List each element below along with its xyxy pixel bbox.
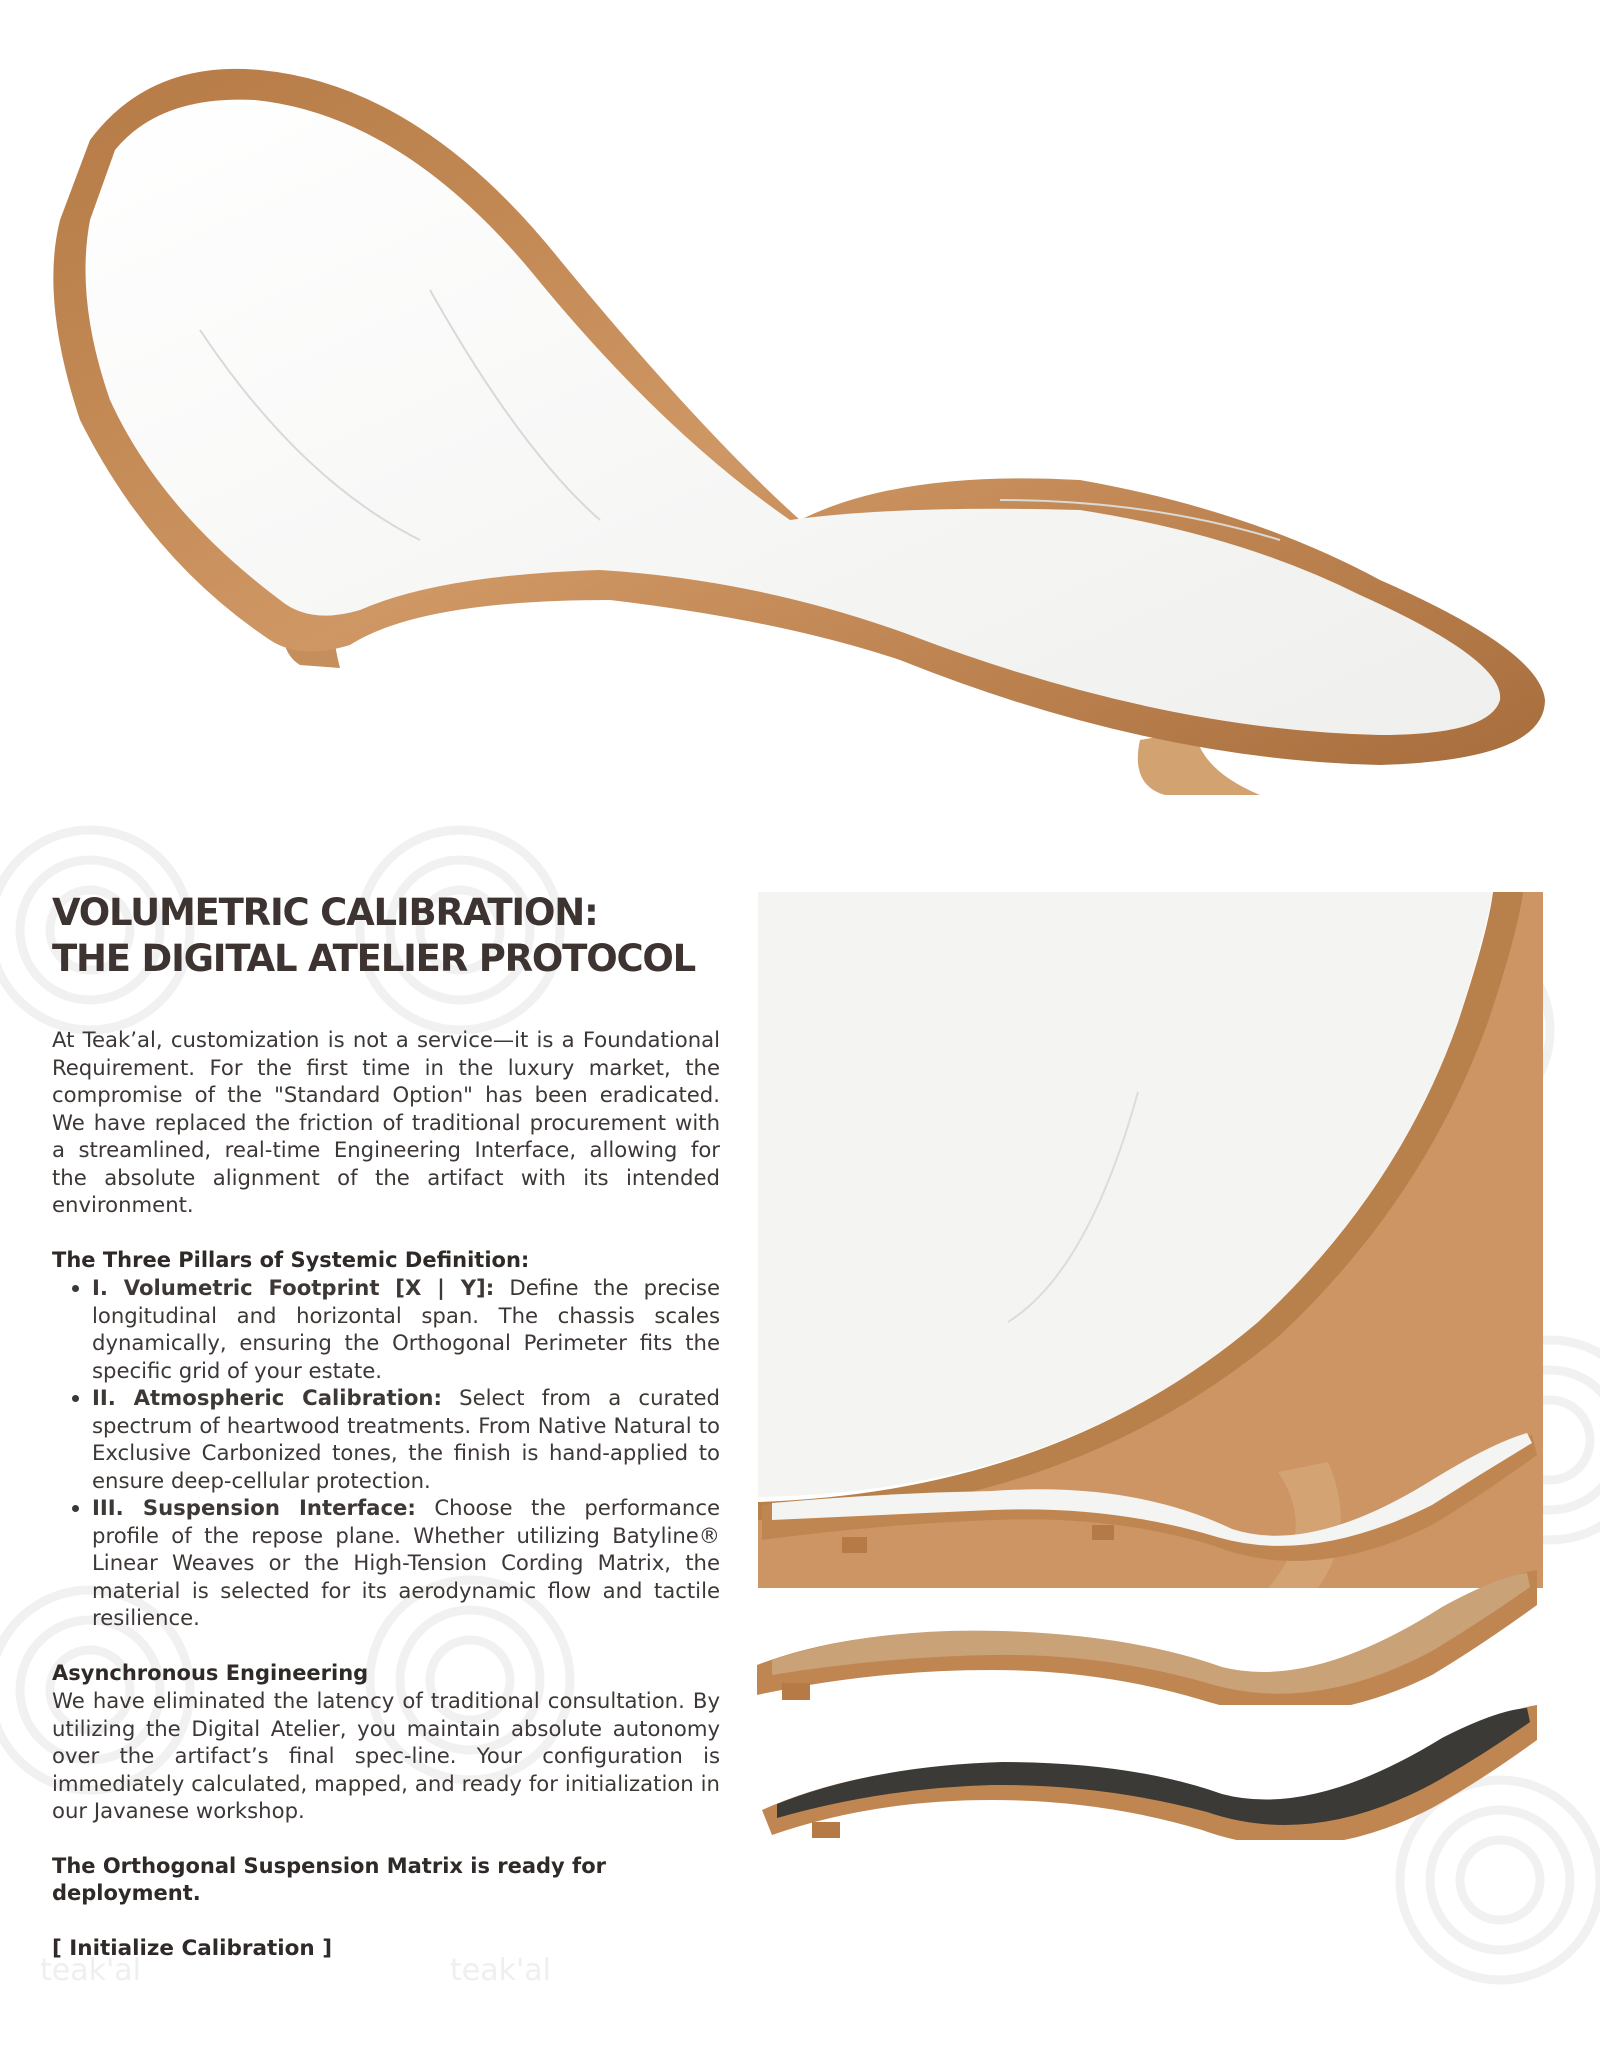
page-title — [52, 890, 720, 982]
async-paragraph: We have eliminated the latency of traditional consultation. By utilizing the Digital Atelier, you maintain absolute autonomy over the artifact’s final spec-line. Your configuration is immediately calculated, mapped, and ready for initialization in our Javanese workshop. — [52, 1688, 720, 1823]
pillar-item — [92, 1384, 720, 1494]
pillar-label: II. Atmospheric Calibration: — [92, 1385, 442, 1410]
pillar-label: III. Suspension Interface: — [92, 1495, 416, 1520]
pillar-text: Choose the performance profile of the repose plane. Whether utilizing Batyline® Linear Weaves or the High-Tension Cording Matrix, the material is selected for its aerodynamic flow and tactile resilience. — [92, 1495, 721, 1630]
pillar-text: Select from a curated spectrum of heartwood treatments. From Native Natural to Exclusive Carbonized tones, the finish is hand-applied to ensure deep-cellular protection. — [92, 1385, 720, 1493]
async-heading: Asynchronous Engineering — [52, 1660, 369, 1685]
intro-paragraph: At Teak’al, customization is not a service—it is a Foundational Requirement. For the first time in the luxury market, the compromise of the "Standard Option" has been eradicated. We have replaced the friction of traditional procurement with a streamlined, real-time Engineering Interface, allowing for the absolute alignment of the artifact with its intended environment. — [52, 1027, 720, 1217]
title-line-2: THE DIGITAL ATELIER PROTOCOL — [52, 937, 696, 980]
pillar-item — [92, 1274, 720, 1384]
variant-carbon-sling-image — [752, 1700, 1542, 1840]
variant-white-sling-image — [752, 1425, 1542, 1565]
ready-statement: The Orthogonal Suspension Matrix is ready for deployment. — [52, 1853, 606, 1905]
text-column — [52, 890, 720, 1961]
pillars-heading: The Three Pillars of Systemic Definition: — [52, 1247, 530, 1272]
watermark-logo: teak'al — [40, 1953, 141, 1988]
pillar-text: Define the precise longitudinal and horizontal span. The chassis scales dynamically, ensuring the Orthogonal Perimeter fits the specific grid of your estate. — [92, 1275, 720, 1383]
title-line-1: VOLUMETRIC CALIBRATION: — [52, 891, 598, 934]
svg-text:teak'al: teak'al — [450, 1953, 551, 1988]
initialize-calibration-link[interactable]: [ Initialize Calibration ] — [52, 1935, 333, 1961]
pillar-item — [92, 1494, 720, 1632]
variant-cording-image — [752, 1565, 1542, 1705]
hero-lounger-image — [0, 0, 1600, 820]
pillars-list — [52, 1274, 720, 1632]
pillar-label: I. Volumetric Footprint [X | Y]: — [92, 1275, 495, 1300]
